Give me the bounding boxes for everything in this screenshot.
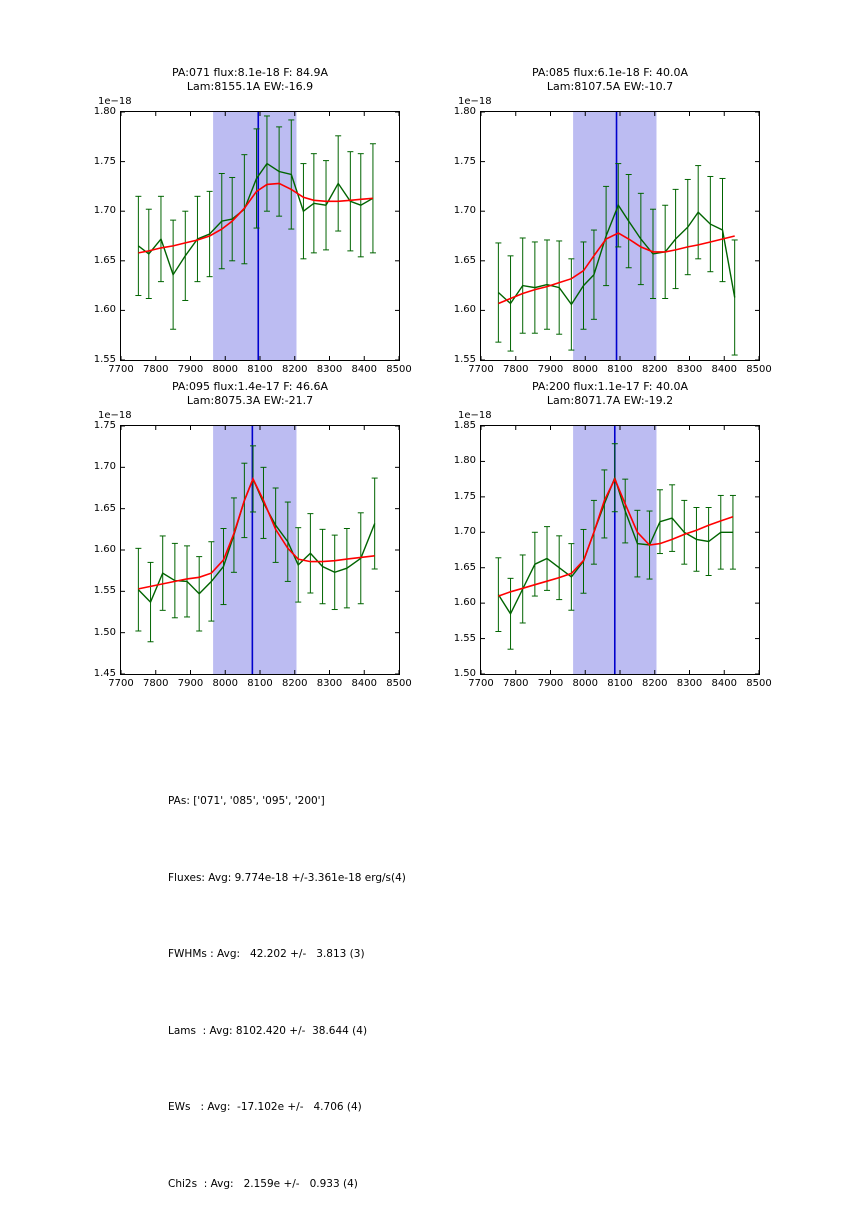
x-tick-label: 7800 <box>503 364 529 375</box>
y-tick-label: 1.80 <box>453 106 476 117</box>
summary-line-fwhms: FWHMs : Avg: 42.202 +/- 3.813 (3) <box>168 948 365 960</box>
panel-title-line2: Lam:8107.5A EW:-10.7 <box>546 80 674 93</box>
y-axis-exponent: 1e−18 <box>458 410 492 421</box>
summary-line-lams: Lams : Avg: 8102.420 +/- 38.644 (4) <box>168 1024 368 1037</box>
panel-title-line1: PA:200 flux:1.1e-17 F: 40.0A <box>532 380 688 393</box>
x-tick-label: 8000 <box>572 678 598 689</box>
y-tick-label: 1.65 <box>453 254 476 266</box>
x-tick-label: 8200 <box>282 678 308 689</box>
x-tick-label: 8500 <box>386 678 412 689</box>
y-tick-label: 1.45 <box>93 668 116 679</box>
highlight-band <box>213 426 296 674</box>
plot-panel-pa071 <box>80 66 420 376</box>
y-tick-label: 1.50 <box>93 626 116 638</box>
x-tick-label: 8000 <box>572 364 598 375</box>
y-tick-label: 1.75 <box>93 420 116 431</box>
y-axis-exponent: 1e−18 <box>458 96 492 107</box>
x-tick-label: 7900 <box>177 678 204 689</box>
y-tick-label: 1.50 <box>453 668 476 679</box>
x-tick-label: 7700 <box>468 678 494 689</box>
x-tick-label: 8000 <box>212 678 238 689</box>
y-tick-label: 1.80 <box>93 106 116 117</box>
x-tick-label: 8100 <box>607 678 633 689</box>
x-tick-label: 8100 <box>247 364 273 375</box>
summary-line-pas: PAs: ['071', '085', '095', '200'] <box>168 795 325 807</box>
y-tick-label: 1.75 <box>93 155 116 167</box>
x-tick-label: 7800 <box>143 678 169 689</box>
panel-title-line2: Lam:8071.7A EW:-19.2 <box>546 394 674 407</box>
y-tick-label: 1.70 <box>453 205 476 217</box>
x-tick-label: 8500 <box>386 364 412 375</box>
plot-panel-pa200 <box>440 380 780 690</box>
x-tick-label: 8300 <box>676 364 703 375</box>
x-tick-label: 8400 <box>351 678 377 689</box>
y-tick-label: 1.65 <box>93 254 116 266</box>
highlight-band <box>213 112 296 360</box>
y-tick-label: 1.80 <box>453 455 476 467</box>
plot-area <box>120 111 400 361</box>
x-tick-label: 8300 <box>676 678 703 689</box>
x-tick-label: 8300 <box>316 678 343 689</box>
y-axis-exponent: 1e−18 <box>98 96 132 107</box>
x-tick-label: 8100 <box>607 364 633 375</box>
panel-title-line1: PA:095 flux:1.4e-17 F: 46.6A <box>172 380 328 393</box>
x-tick-label: 7900 <box>537 364 564 375</box>
x-tick-label: 8100 <box>247 678 273 689</box>
x-tick-label: 8200 <box>282 364 308 375</box>
x-tick-label: 8500 <box>746 364 772 375</box>
y-tick-label: 1.55 <box>93 585 116 597</box>
plot-area <box>120 425 400 675</box>
x-tick-label: 7800 <box>143 364 169 375</box>
highlight-band <box>573 112 656 360</box>
y-tick-label: 1.65 <box>453 561 476 573</box>
summary-text-block <box>168 738 406 1223</box>
y-axis-exponent: 1e−18 <box>98 410 132 421</box>
y-tick-label: 1.60 <box>93 304 116 316</box>
y-tick-label: 1.85 <box>453 420 476 431</box>
y-tick-label: 1.75 <box>453 155 476 167</box>
panel-title-line1: PA:085 flux:6.1e-18 F: 40.0A <box>532 66 688 79</box>
y-tick-label: 1.55 <box>453 632 476 644</box>
x-tick-label: 8200 <box>642 364 668 375</box>
x-tick-label: 8400 <box>351 364 377 375</box>
x-tick-label: 8400 <box>711 678 737 689</box>
x-tick-label: 8000 <box>212 364 238 375</box>
panel-title-line2: Lam:8155.1A EW:-16.9 <box>186 80 314 93</box>
x-tick-label: 8500 <box>746 678 772 689</box>
panel-title-line1: PA:071 flux:8.1e-18 F: 84.9A <box>172 66 328 79</box>
plot-panel-pa095 <box>80 380 420 690</box>
y-tick-label: 1.65 <box>93 502 116 514</box>
x-tick-label: 7900 <box>177 364 204 375</box>
plot-area <box>480 111 760 361</box>
y-tick-label: 1.60 <box>93 544 116 555</box>
x-tick-label: 7700 <box>468 364 494 375</box>
panel-title-line2: Lam:8075.3A EW:-21.7 <box>186 394 314 407</box>
y-tick-label: 1.55 <box>93 354 116 365</box>
y-tick-label: 1.60 <box>453 304 476 316</box>
y-tick-label: 1.70 <box>453 526 476 538</box>
plot-area <box>480 425 760 675</box>
x-tick-label: 7700 <box>108 678 134 689</box>
summary-line-ews: EWs : Avg: -17.102e +/- 4.706 (4) <box>168 1101 362 1113</box>
x-tick-label: 8300 <box>316 364 343 375</box>
x-tick-label: 8400 <box>711 364 737 375</box>
summary-line-fluxes: Fluxes: Avg: 9.774e-18 +/-3.361e-18 erg/s(4) <box>168 871 406 884</box>
y-tick-label: 1.70 <box>93 461 116 473</box>
x-tick-label: 8200 <box>642 678 668 689</box>
plot-panel-pa085 <box>440 66 780 376</box>
x-tick-label: 7900 <box>537 678 564 689</box>
y-tick-label: 1.55 <box>453 354 476 365</box>
x-tick-label: 7800 <box>503 678 529 689</box>
y-tick-label: 1.60 <box>453 597 476 609</box>
y-tick-label: 1.75 <box>453 490 476 502</box>
x-tick-label: 7700 <box>108 364 134 375</box>
y-tick-label: 1.70 <box>93 205 116 217</box>
summary-line-chi2s: Chi2s : Avg: 2.159e +/- 0.933 (4) <box>168 1177 358 1190</box>
